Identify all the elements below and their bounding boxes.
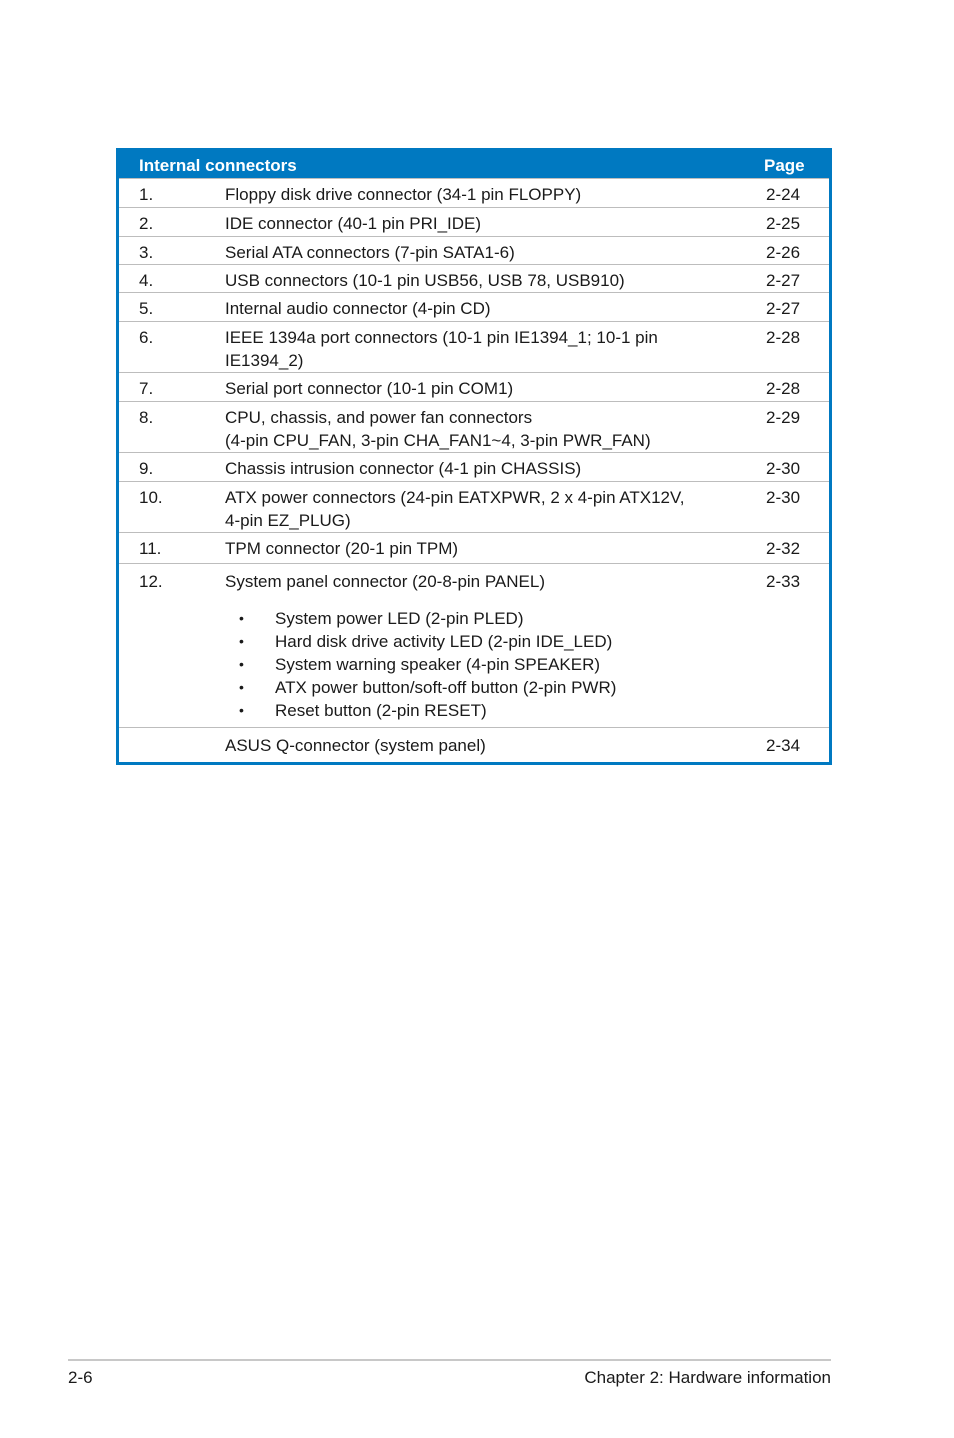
- footer-divider: [68, 1359, 831, 1361]
- row-page: 2-28: [766, 328, 801, 347]
- bullet-icon: •: [239, 656, 244, 672]
- row-description: USB connectors (10-1 pin USB56, USB 78, USB910): [225, 271, 625, 290]
- bullet-icon: •: [239, 633, 244, 649]
- row-description: Floppy disk drive connector (34-1 pin FLOPPY): [225, 185, 582, 204]
- row-number: 8.: [139, 408, 154, 427]
- table-row: [119, 452, 829, 481]
- footer-page-number: 2-6: [68, 1368, 93, 1387]
- bullet-icon: •: [239, 610, 244, 626]
- row-page: 2-28: [766, 379, 801, 398]
- row-description: [225, 406, 745, 452]
- row-number: 12.: [139, 572, 163, 591]
- table-row: [119, 532, 829, 563]
- row-page: 2-30: [766, 488, 801, 507]
- row-number: 2.: [139, 214, 154, 233]
- bullet-icon: •: [239, 702, 244, 718]
- row-description: Serial ATA connectors (7-pin SATA1-6): [225, 243, 515, 262]
- row-number: 3.: [139, 243, 154, 262]
- list-item-text: Hard disk drive activity LED (2-pin IDE_LED): [275, 632, 613, 651]
- row-description-line: (4-pin CPU_FAN, 3-pin CHA_FAN1~4, 3-pin PWR_FAN): [225, 431, 651, 450]
- row-description: [225, 486, 745, 532]
- table-row: [119, 321, 829, 372]
- row-page: 2-30: [766, 459, 801, 478]
- table-row: [119, 481, 829, 532]
- list-item-text: ATX power button/soft-off button (2-pin PWR): [275, 678, 617, 697]
- panel-pin-list: [225, 607, 745, 722]
- table-row: [119, 372, 829, 401]
- row-page: 2-33: [766, 572, 801, 591]
- row-description-line: ATX power connectors (24-pin EATXPWR, 2 x 4-pin ATX12V,: [225, 488, 685, 507]
- list-item: [225, 630, 745, 653]
- row-description: Chassis intrusion connector (4-1 pin CHASSIS): [225, 459, 582, 478]
- row-description: TPM connector (20-1 pin TPM): [225, 539, 459, 558]
- row-number: 5.: [139, 299, 154, 318]
- list-item: [225, 653, 745, 676]
- list-item: [225, 607, 745, 630]
- table-row: [119, 236, 829, 264]
- row-description: IDE connector (40-1 pin PRI_IDE): [225, 214, 482, 233]
- row-number: 7.: [139, 379, 154, 398]
- row-description: ASUS Q-connector (system panel): [225, 736, 486, 755]
- table-header: [119, 148, 829, 178]
- table-row: [119, 401, 829, 452]
- row-description-line: CPU, chassis, and power fan connectors: [225, 408, 533, 427]
- header-title: Internal connectors: [139, 156, 297, 175]
- row-description: Internal audio connector (4-pin CD): [225, 299, 491, 318]
- connectors-table: [116, 148, 832, 765]
- row-page: 2-32: [766, 539, 801, 558]
- footer-chapter-title: Chapter 2: Hardware information: [584, 1368, 831, 1387]
- row-description-line: IE1394_2): [225, 351, 304, 370]
- list-item-text: System power LED (2-pin PLED): [275, 609, 524, 628]
- row-number: 10.: [139, 488, 163, 507]
- row-page: 2-26: [766, 243, 801, 262]
- row-page: 2-24: [766, 185, 801, 204]
- table-row: [119, 264, 829, 292]
- list-item-text: Reset button (2-pin RESET): [275, 701, 487, 720]
- row-page: 2-27: [766, 271, 801, 290]
- row-number: 9.: [139, 459, 154, 478]
- row-page: 2-29: [766, 408, 801, 427]
- row-description: [225, 326, 745, 372]
- row-page: 2-25: [766, 214, 801, 233]
- list-item: [225, 676, 745, 699]
- row-number: 6.: [139, 328, 154, 347]
- table-row: [119, 178, 829, 207]
- row-page: 2-27: [766, 299, 801, 318]
- table-row: [119, 563, 829, 727]
- header-page: Page: [764, 156, 805, 175]
- row-description: [225, 570, 745, 722]
- row-description-text: System panel connector (20-8-pin PANEL): [225, 572, 546, 591]
- row-description-line: IEEE 1394a port connectors (10-1 pin IE1394_1; 10-1 pin: [225, 328, 658, 347]
- bullet-icon: •: [239, 679, 244, 695]
- row-number: 1.: [139, 185, 154, 204]
- row-description: Serial port connector (10-1 pin COM1): [225, 379, 514, 398]
- table-row: [119, 727, 829, 762]
- table-row: [119, 292, 829, 321]
- row-description-line: 4-pin EZ_PLUG): [225, 511, 351, 530]
- list-item-text: System warning speaker (4-pin SPEAKER): [275, 655, 601, 674]
- table-row: [119, 207, 829, 236]
- row-page: 2-34: [766, 736, 801, 755]
- list-item: [225, 699, 745, 722]
- row-number: 4.: [139, 271, 154, 290]
- row-number: 11.: [139, 539, 162, 558]
